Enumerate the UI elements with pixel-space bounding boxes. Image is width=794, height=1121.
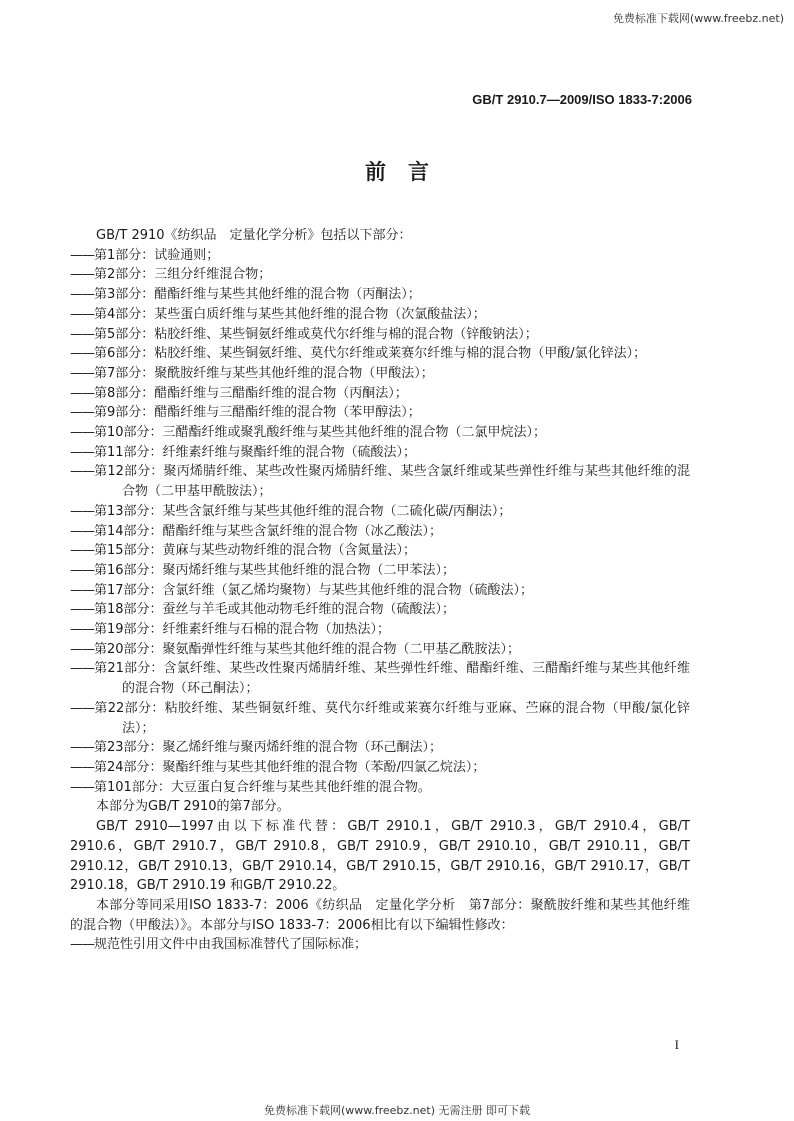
list-dash: ——	[70, 425, 94, 441]
list-dash: ——	[70, 346, 94, 362]
list-item-text: 第7部分：聚酰胺纤维与某些其他纤维的混合物（甲酸法）；	[94, 365, 434, 381]
list-dash: ——	[70, 503, 94, 519]
list-item	[70, 305, 690, 325]
list-item-text: 第15部分：黄麻与某些动物纤维的混合物（含氮量法）；	[94, 543, 417, 559]
list-item	[70, 265, 690, 285]
list-item-text: 第14部分：醋酯纤维与某些含氯纤维的混合物（冰乙酸法）；	[94, 523, 443, 539]
list-item-text: 第11部分：纤维素纤维与聚酯纤维的混合物（硫酸法）；	[94, 444, 417, 460]
list-item-text: 第17部分：含氯纤维（氯乙烯均聚物）与某些其他纤维的混合物（硫酸法）；	[94, 582, 534, 598]
list-dash: ——	[70, 444, 94, 460]
list-item-text: 第9部分：醋酯纤维与三醋酯纤维的混合物（苯甲醇法）；	[94, 405, 421, 421]
page-title: 前言	[365, 160, 451, 184]
list-dash: ——	[70, 661, 94, 677]
list-dash: ——	[70, 582, 94, 598]
list-dash: ——	[70, 622, 94, 638]
list-item-text: 第101部分：大豆蛋白复合纤维与某些其他纤维的混合物。	[94, 779, 431, 795]
list-dash: ——	[70, 287, 94, 303]
list-item	[70, 738, 690, 758]
list-dash: ——	[70, 464, 94, 480]
list-item	[70, 778, 690, 798]
list-item	[70, 581, 690, 601]
list-item-text: 第6部分：粘胶纤维、某些铜氨纤维、莫代尔纤维或莱赛尔纤维与棉的混合物（甲酸/氯化锌法）；	[94, 346, 647, 362]
list-item	[70, 561, 690, 581]
list-item-text: 第2部分：三组分纤维混合物；	[94, 267, 272, 283]
top-watermark: 免费标准下载网(www.freebz.net)	[612, 12, 784, 25]
list-dash: ——	[70, 365, 94, 381]
standard-code: GB/T 2910.7—2009/ISO 1833-7:2006	[472, 92, 692, 107]
list-item-text: 第3部分：醋酯纤维与某些其他纤维的混合物（丙酮法）；	[94, 287, 421, 303]
list-dash: ——	[70, 267, 94, 283]
list-dash: ——	[70, 385, 94, 401]
document-body	[70, 226, 690, 955]
list-item	[70, 325, 690, 345]
list-item-text: 第16部分：聚丙烯纤维与某些其他纤维的混合物（二甲苯法）；	[94, 562, 456, 578]
list-item-text: 第13部分：某些含氯纤维与某些其他纤维的混合物（二硫化碳/丙酮法）；	[94, 503, 512, 519]
list-item	[70, 699, 690, 738]
list-item	[70, 600, 690, 620]
list-item-text: 规范性引用文件中由我国标准替代了国际标准；	[94, 937, 368, 953]
list-item-text: 第12部分：聚丙烯腈纤维、某些改性聚丙烯腈纤维、某些含氯纤维或某些弹性纤维与某些其他纤维的混合物（二甲基甲酰胺法）；	[94, 464, 690, 500]
list-dash: ——	[70, 937, 94, 953]
list-dash: ——	[70, 543, 94, 559]
list-item	[70, 443, 690, 463]
list-item	[70, 462, 690, 501]
bottom-watermark: 免费标准下载网(www.freebz.net) 无需注册 即可下载	[263, 1104, 531, 1117]
list-item-text: 第24部分：聚酯纤维与某些其他纤维的混合物（苯酚/四氯乙烷法）；	[94, 759, 486, 775]
list-dash: ——	[70, 562, 94, 578]
list-dash: ——	[70, 306, 94, 322]
list-dash: ——	[70, 641, 94, 657]
list-item-text: 第1部分：试验通则；	[94, 247, 220, 263]
list-item-text: 第10部分：三醋酯纤维或聚乳酸纤维与某些其他纤维的混合物（二氯甲烷法）；	[94, 425, 547, 441]
list-dash: ——	[70, 247, 94, 263]
list-item	[70, 344, 690, 364]
list-item	[70, 522, 690, 542]
list-item	[70, 384, 690, 404]
list-item-text: 第19部分：纤维素纤维与石棉的混合物（加热法）；	[94, 622, 391, 638]
list-dash: ——	[70, 405, 94, 421]
list-dash: ——	[70, 326, 94, 342]
list-item	[70, 246, 690, 266]
list-item	[70, 403, 690, 423]
parts-list	[70, 246, 690, 798]
list-dash: ——	[70, 740, 94, 756]
list-item-text: 第23部分：聚乙烯纤维与聚丙烯纤维的混合物（环己酮法）；	[94, 740, 443, 756]
list-item	[70, 758, 690, 778]
list-dash: ——	[70, 779, 94, 795]
body-paragraph: GB/T 2910—1997由以下标准代替：GB/T 2910.1，GB/T 2910.3，GB/T 2910.4，GB/T 2910.6，GB/T 2910.7，GB/T 2910.8，GB/T 2910.9，GB/T 2910.10，GB/T 2910.11，GB/T 2910.12，GB/T 2910.13，GB/T 2910.14，GB/T 2910.15，GB/T 2910.16，GB/T 2910.17，GB/T 2910.18，GB/T 2910.19 和GB/T 2910.22。	[70, 819, 690, 894]
list-item-text: 第8部分：醋酯纤维与三醋酯纤维的混合物（丙酮法）；	[94, 385, 408, 401]
list-dash: ——	[70, 700, 94, 716]
list-item-text: 第22部分：粘胶纤维、某些铜氨纤维、莫代尔纤维或莱赛尔纤维与亚麻、苎麻的混合物（甲酸/氯化锌法）；	[94, 700, 690, 736]
list-dash: ——	[70, 523, 94, 539]
list-item	[70, 935, 690, 955]
page-number: I	[674, 1037, 679, 1052]
list-dash: ——	[70, 759, 94, 775]
list-item-text: 第5部分：粘胶纤维、某些铜氨纤维或莫代尔纤维与棉的混合物（锌酸钠法）；	[94, 326, 538, 342]
list-item	[70, 364, 690, 384]
list-item	[70, 423, 690, 443]
list-item-text: 第4部分：某些蛋白质纤维与某些其他纤维的混合物（次氯酸盐法）；	[94, 306, 486, 322]
intro-paragraph: GB/T 2910《纺织品 定量化学分析》包括以下部分：	[96, 228, 412, 243]
list-item	[70, 285, 690, 305]
list-item	[70, 640, 690, 660]
list-item-text: 第18部分：蚕丝与羊毛或其他动物毛纤维的混合物（硫酸法）；	[94, 602, 456, 618]
body-paragraph: 本部分为GB/T 2910的第7部分。	[96, 799, 290, 815]
list-item	[70, 659, 690, 698]
list-item	[70, 502, 690, 522]
list-dash: ——	[70, 602, 94, 618]
list-item	[70, 620, 690, 640]
list-item-text: 第21部分：含氯纤维、某些改性聚丙烯腈纤维、某些弹性纤维、醋酯纤维、三醋酯纤维与某些其他纤维的混合物（环己酮法）；	[94, 661, 690, 697]
body-paragraph: 本部分等同采用ISO 1833-7：2006《纺织品 定量化学分析 第7部分：聚酰胺纤维和某些其他纤维的混合物（甲酸法）》。本部分与ISO 1833-7：2006相比有以下编辑性修改：	[70, 897, 690, 933]
list-item-text: 第20部分：聚氨酯弹性纤维与某些其他纤维的混合物（二甲基乙酰胺法）；	[94, 641, 521, 657]
list-item	[70, 541, 690, 561]
